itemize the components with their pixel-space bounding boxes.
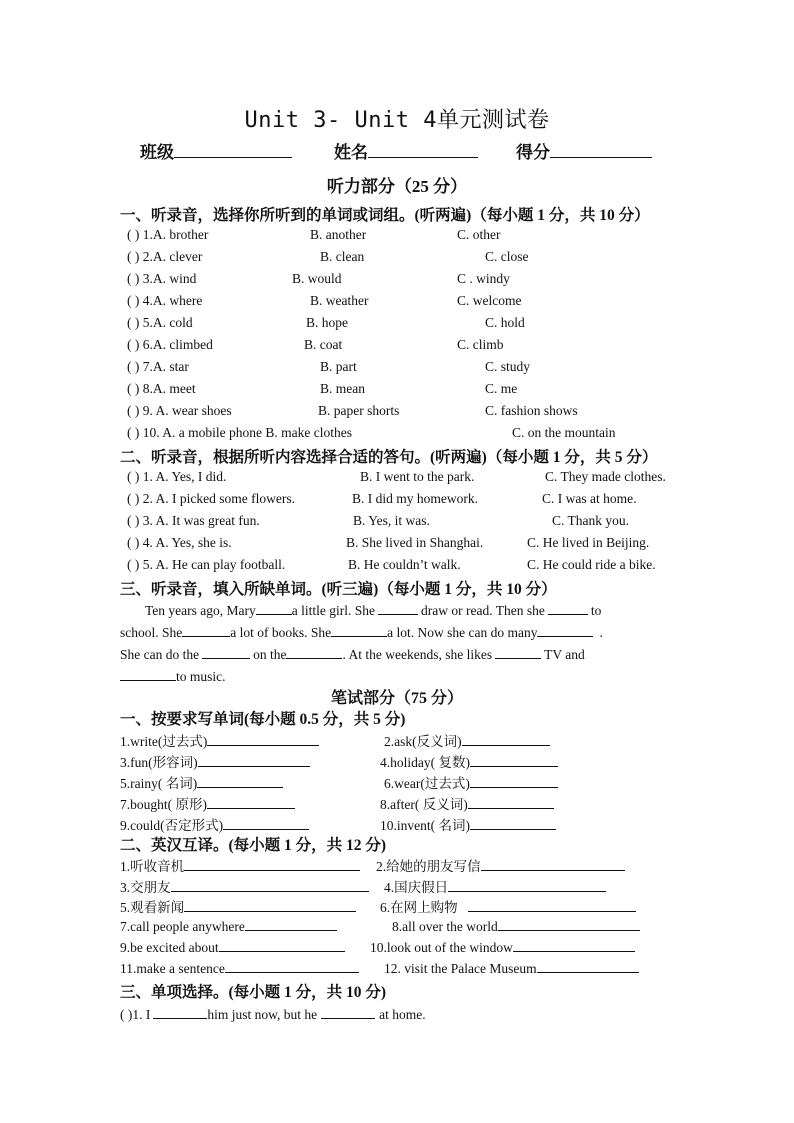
question-number: ( ) 2. A. I picked some flowers. [127, 491, 295, 506]
answer-blank[interactable] [537, 623, 593, 637]
answer-blank[interactable] [468, 795, 554, 809]
passage-text: a lot. Now she can do many [387, 625, 538, 640]
translate-item [380, 896, 636, 916]
listening-part1-heading: 一、听录音，选择你所听到的单词或词组。(听两遍)（每小题 1 分，共 10 分） [120, 207, 650, 224]
question-number: ( ) 6.A. climbed [127, 337, 213, 352]
translate-prompt: 3.交朋友 [120, 880, 171, 895]
word-item [120, 772, 283, 792]
option-c: C. Thank you. [552, 513, 629, 528]
passage-line [120, 623, 603, 641]
answer-blank[interactable] [171, 878, 369, 892]
answer-blank[interactable] [470, 774, 558, 788]
answer-blank[interactable] [153, 1005, 207, 1019]
word-prompt: 6.wear(过去式) [384, 776, 470, 791]
passage-text: school. She [120, 625, 183, 640]
translate-prompt: 2.给她的朋友写信 [376, 859, 481, 874]
translate-item [120, 876, 369, 896]
answer-blank[interactable] [498, 917, 640, 931]
passage-text: . [599, 625, 603, 640]
answer-blank[interactable] [207, 795, 295, 809]
translate-item [392, 917, 640, 935]
option-c: C . windy [457, 271, 510, 286]
translate-item [376, 855, 625, 875]
translate-item [120, 855, 360, 875]
option-b: B. I did my homework. [352, 491, 478, 506]
class-field [140, 138, 292, 163]
option-c: C. He lived in Beijing. [527, 535, 650, 550]
word-prompt: 3.fun(形容词) [120, 755, 198, 770]
option-b: B. I went to the park. [360, 469, 475, 484]
translate-prompt: 4.国庆假日 [384, 880, 449, 895]
option-c: C. welcome [457, 293, 522, 308]
answer-blank[interactable] [495, 645, 541, 659]
option-c: C. hold [485, 315, 525, 330]
passage-text: a lot of books. She [230, 625, 332, 640]
passage-text: . At the weekends, she likes [342, 647, 493, 662]
word-prompt: 1.write(过去式) [120, 734, 208, 749]
answer-blank[interactable] [470, 753, 558, 767]
written-part1-heading: 一、按要求写单词(每小题 0.5 分，共 5 分) [120, 711, 406, 728]
answer-blank[interactable] [256, 601, 292, 615]
class-blank[interactable] [174, 141, 292, 158]
translate-item [370, 938, 635, 956]
question-text: at home. [379, 1007, 426, 1022]
passage-line [145, 601, 601, 619]
question-number: ( ) 9. A. wear shoes [127, 403, 232, 418]
translate-item [384, 959, 639, 977]
answer-blank[interactable] [219, 938, 345, 952]
word-item [120, 814, 309, 834]
translate-prompt: 10.look out of the window [370, 940, 513, 955]
word-item [380, 793, 554, 813]
answer-blank[interactable] [331, 623, 387, 637]
passage-text: to music. [176, 669, 226, 684]
word-item [120, 793, 295, 813]
option-b: B. would [292, 271, 342, 286]
word-item [120, 730, 319, 750]
passage-text: Ten years ago, Mary [145, 603, 256, 618]
listening-heading: 听力部分（25 分） [326, 177, 468, 196]
answer-blank[interactable] [448, 878, 606, 892]
score-label: 得分 [516, 143, 550, 162]
translate-item [120, 896, 356, 916]
option-b: B. She lived in Shanghai. [346, 535, 484, 550]
question-text: ( )1. I [120, 1007, 151, 1022]
option-c: C. fashion shows [485, 403, 578, 418]
option-b: B. hope [306, 315, 348, 330]
answer-blank[interactable] [470, 816, 556, 830]
translate-item [384, 876, 606, 896]
answer-blank[interactable] [207, 732, 319, 746]
written-part2-heading: 二、英汉互译。(每小题 1 分，共 12 分) [120, 837, 387, 854]
word-prompt: 2.ask(反义词) [384, 734, 462, 749]
answer-blank[interactable] [182, 623, 230, 637]
answer-blank[interactable] [548, 601, 588, 615]
answer-blank[interactable] [513, 938, 635, 952]
answer-blank[interactable] [120, 667, 176, 681]
written-heading: 笔试部分（75 分） [330, 690, 463, 707]
passage-line [120, 645, 585, 663]
question-number: ( ) 1.A. brother [127, 227, 209, 242]
page-title: Unit 3- Unit 4单元测试卷 [244, 108, 550, 133]
word-item [120, 751, 310, 771]
option-c: C. climb [457, 337, 504, 352]
word-prompt: 10.invent( 名词) [380, 818, 470, 833]
question-number: ( ) 7.A. star [127, 359, 189, 374]
answer-blank[interactable] [184, 857, 360, 871]
question-number: ( ) 10. A. a mobile phone B. make clothes [127, 425, 352, 440]
passage-text: draw or read. Then she [421, 603, 545, 618]
translate-item [120, 938, 345, 956]
class-label: 班级 [140, 143, 174, 162]
word-item [384, 772, 558, 792]
option-b: B. mean [320, 381, 365, 396]
name-blank[interactable] [368, 141, 478, 158]
option-b: B. weather [310, 293, 369, 308]
translate-prompt: 11.make a sentence [120, 961, 225, 976]
word-item [380, 814, 556, 834]
option-b: B. coat [304, 337, 343, 352]
translate-prompt: 9.be excited about [120, 940, 219, 955]
option-b: B. another [310, 227, 367, 242]
name-label: 姓名 [334, 143, 368, 162]
answer-blank[interactable] [481, 857, 625, 871]
answer-blank[interactable] [378, 601, 418, 615]
question-number: ( ) 8.A. meet [127, 381, 196, 396]
written-part3-heading: 三、单项选择。(每小题 1 分，共 10 分) [120, 984, 387, 1001]
passage-text: She can do the [120, 647, 200, 662]
answer-blank[interactable] [198, 753, 310, 767]
answer-blank[interactable] [286, 645, 342, 659]
passage-text: on the [253, 647, 287, 662]
option-b: B. paper shorts [318, 403, 400, 418]
question-number: ( ) 1. A. Yes, I did. [127, 469, 227, 484]
translate-prompt: 7.call people anywhere [120, 919, 245, 934]
answer-blank[interactable] [537, 959, 639, 973]
passage-text: to [590, 603, 602, 618]
option-c: C. other [457, 227, 501, 242]
option-c: C. I was at home. [542, 491, 637, 506]
word-item [380, 751, 558, 771]
answer-blank[interactable] [225, 959, 359, 973]
option-c: C. They made clothes. [545, 469, 666, 484]
answer-blank[interactable] [245, 917, 337, 931]
option-c: C. me [485, 381, 518, 396]
question-number: ( ) 5.A. cold [127, 315, 193, 330]
word-prompt: 7.bought( 原形) [120, 797, 207, 812]
option-c: C. study [485, 359, 531, 374]
answer-blank[interactable] [197, 774, 283, 788]
listening-part3-heading: 三、听录音，填入所缺单词。(听三遍)（每小题 1 分，共 10 分） [120, 581, 557, 598]
answer-blank[interactable] [223, 816, 309, 830]
option-b: B. He couldn’t walk. [348, 557, 461, 572]
word-prompt: 5.rainy( 名词) [120, 776, 198, 791]
translate-prompt: 12. visit the Palace Museum [384, 961, 537, 976]
translate-item [120, 959, 359, 977]
question-number: ( ) 4. A. Yes, she is. [127, 535, 232, 550]
word-prompt: 9.could(否定形式) [120, 818, 224, 833]
score-blank[interactable] [550, 141, 652, 158]
score-field [516, 138, 652, 163]
translate-prompt: 5.观看新闻 [120, 900, 185, 915]
option-c: C. on the mountain [512, 425, 616, 440]
passage-text: TV and [544, 647, 585, 662]
option-b: B. Yes, it was. [353, 513, 430, 528]
option-b: B. clean [320, 249, 365, 264]
answer-blank[interactable] [462, 732, 550, 746]
answer-blank[interactable] [468, 898, 636, 912]
option-c: C. He could ride a bike. [527, 557, 656, 572]
passage-line [120, 667, 226, 685]
listening-part2-heading: 二、听录音，根据所听内容选择合适的答句。(听两遍)（每小题 1 分，共 5 分） [120, 449, 658, 466]
answer-blank[interactable] [202, 645, 250, 659]
name-field [334, 138, 478, 163]
translate-prompt: 1.听收音机 [120, 859, 185, 874]
passage-text: a little girl. She [291, 603, 376, 618]
word-prompt: 4.holiday( 复数) [380, 755, 470, 770]
option-c: C. close [485, 249, 529, 264]
translate-prompt: 8.all over the world [392, 919, 498, 934]
question-number: ( ) 5. A. He can play football. [127, 557, 286, 572]
question-number: ( ) 4.A. where [127, 293, 203, 308]
word-prompt: 8.after( 反义词) [380, 797, 468, 812]
question-number: ( ) 3. A. It was great fun. [127, 513, 260, 528]
question-text: him just now, but he [207, 1007, 318, 1022]
answer-blank[interactable] [321, 1005, 375, 1019]
option-b: B. part [320, 359, 357, 374]
translate-prompt: 6.在网上购物 [380, 900, 458, 915]
question-number: ( ) 2.A. clever [127, 249, 203, 264]
word-item [384, 730, 550, 750]
question-number: ( ) 3.A. wind [127, 271, 197, 286]
translate-item [120, 917, 337, 935]
choice-question [120, 1005, 426, 1023]
answer-blank[interactable] [184, 898, 356, 912]
